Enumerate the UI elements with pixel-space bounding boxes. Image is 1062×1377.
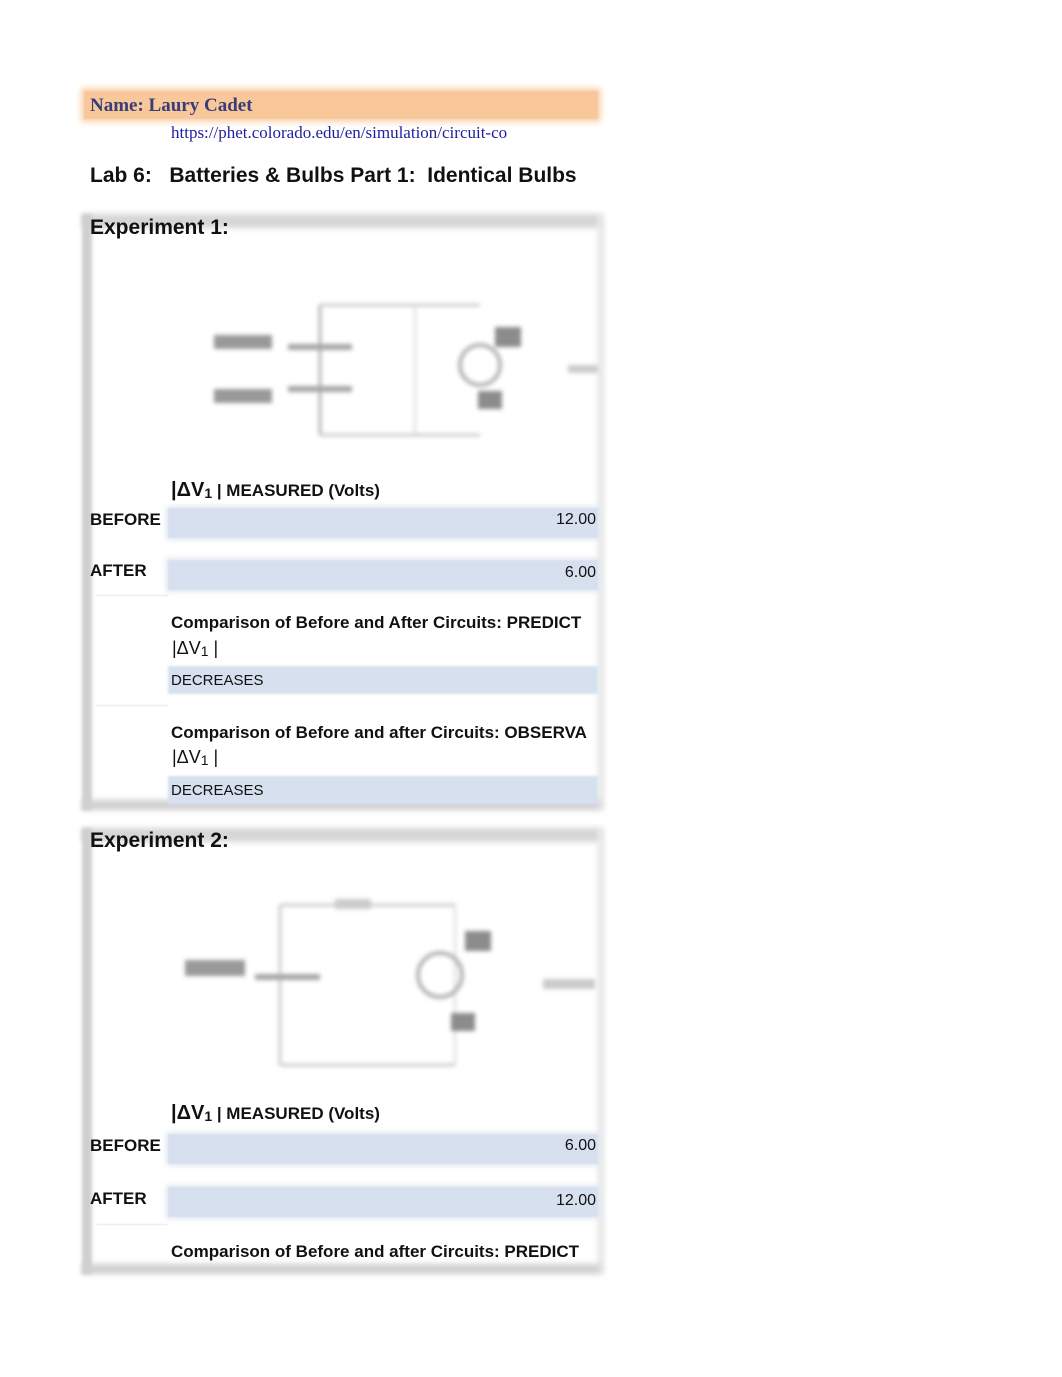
- before-value-1: 12.00: [555, 511, 596, 528]
- observe-answer-1: DECREASES: [171, 782, 264, 799]
- simulation-link[interactable]: https://phet.colorado.edu/en/simulation/circuit-co: [171, 123, 508, 142]
- experiment-2-circuit-diagram: [175, 885, 600, 1075]
- experiment-1-title: Experiment 1:: [90, 216, 229, 239]
- experiment-1-circuit-diagram: [200, 285, 600, 455]
- row-divider: [96, 1224, 168, 1225]
- after-value-2: 12.00: [555, 1192, 596, 1209]
- before-label-2: BEFORE: [90, 1136, 161, 1155]
- predict-heading-1: Comparison of Before and After Circuits: PREDICT: [171, 613, 582, 632]
- predict-heading-2: Comparison of Before and after Circuits: PREDICT: [171, 1242, 580, 1261]
- block-bottom-border: [82, 1264, 600, 1274]
- experiment-2-title: Experiment 2:: [90, 829, 229, 852]
- measured-header-1: $|\Delta V_1$ | MEASURED (Volts): [171, 479, 380, 501]
- observe-dv-label-1: $|\Delta V_1$ |: [172, 747, 219, 768]
- before-value-2: 6.00: [564, 1137, 596, 1154]
- student-name: Name: Laury Cadet: [90, 95, 253, 116]
- after-value-1: 6.00: [564, 564, 596, 581]
- predict-answer-1: DECREASES: [171, 672, 264, 689]
- after-label-1: AFTER: [90, 561, 147, 580]
- row-divider: [96, 595, 168, 596]
- row-divider: [96, 705, 168, 706]
- before-label-1: BEFORE: [90, 510, 161, 529]
- observe-heading-1: Comparison of Before and after Circuits: OBSERVA: [171, 723, 587, 742]
- page-title: Lab 6: Batteries & Bulbs Part 1: Identical Bulbs: [90, 164, 577, 187]
- measured-header-2: $|\Delta V_1$ | MEASURED (Volts): [171, 1102, 380, 1124]
- after-label-2: AFTER: [90, 1189, 147, 1208]
- predict-dv-label-1: $|\Delta V_1$ |: [172, 638, 219, 659]
